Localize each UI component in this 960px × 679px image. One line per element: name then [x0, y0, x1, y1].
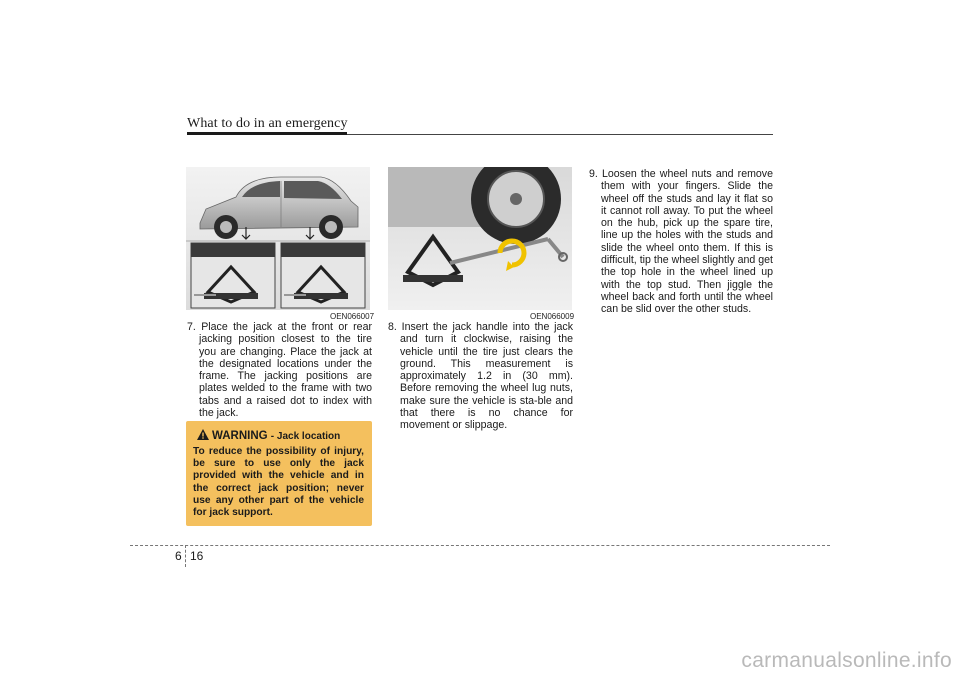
watermark: carmanualsonline.info: [741, 649, 952, 672]
step-9: [589, 168, 773, 316]
step-8: [388, 321, 573, 432]
footer-separator: [185, 545, 186, 567]
title-rule-thick: [187, 132, 347, 135]
warning-subtitle: - Jack location: [270, 431, 341, 442]
step-text: 8. Insert the jack handle into the jack and turn it clockwise, raising the vehicle until the tire just clears the ground. This measurement is approximately 1.2 in (30 mm). Before removing the wheel lug nuts, make sure the vehicle is sta-ble and that there is no chance for movement or slippage.: [388, 321, 573, 432]
warning-label: WARNING: [212, 430, 268, 442]
chapter-number: 6: [175, 549, 182, 563]
page-number: 16: [190, 549, 204, 563]
warning-box: [186, 421, 372, 526]
jack-handle-illustration: [388, 167, 572, 310]
figure-car-on-jack: [186, 167, 370, 310]
warning-triangle-icon: [197, 429, 209, 440]
step-7: [187, 321, 372, 419]
title-rule-thin: [347, 134, 773, 135]
step-text: 7. Place the jack at the front or rear jacking position closest to the tire you are changing. Place the jack at the designated locations under the frame. The jacking positions are plates welded to the frame with two tabs and a raised dot to index with the jack.: [187, 321, 372, 420]
warning-body: To reduce the possibility of injury, be sure to use only the jack provided with the vehicle and in the correct jack position; never use any other part of the vehicle for jack support.: [193, 446, 364, 519]
section-title: What to do in an emergency: [187, 116, 348, 131]
car-on-jack-illustration: [186, 167, 370, 310]
figure-code: OEN066007: [330, 312, 375, 321]
footer-rule: [130, 545, 830, 546]
warning-heading: [212, 430, 340, 442]
figure-jack-handle: [388, 167, 572, 310]
figure-code: OEN066009: [530, 312, 575, 321]
step-text: 9. Loosen the wheel nuts and remove them with your fingers. Slide the wheel off the studs and lay it flat so it cannot roll away. To put the wheel on the hub, pick up the spare tire, line up the holes with the studs and slide the wheel onto them. If this is difficult, tip the wheel slightly and get the top hole in the wheel lined up with the top stud. Then jiggle the wheel back and forth until the wheel can be slid over the other studs.: [589, 168, 773, 316]
